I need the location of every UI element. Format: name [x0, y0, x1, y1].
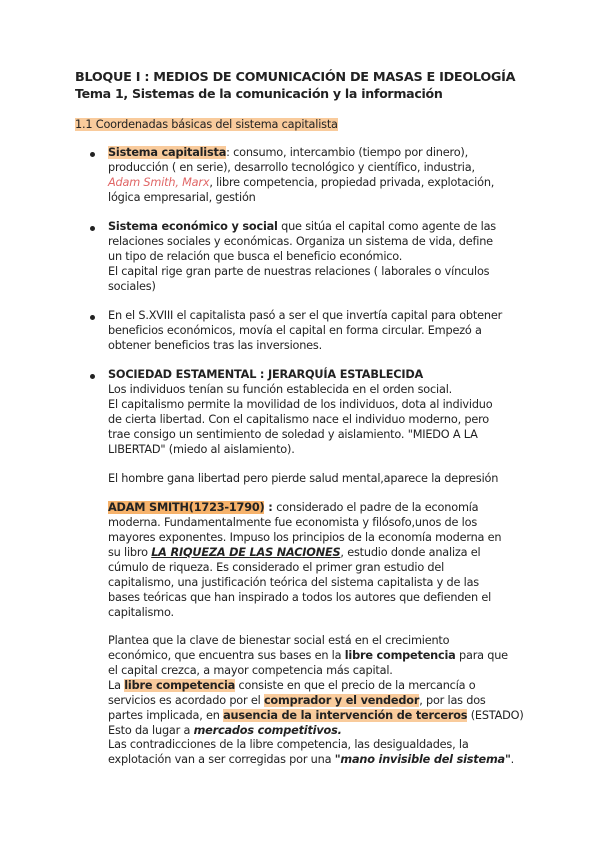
text-span: , por las dos: [419, 694, 486, 707]
smith-line: bases teóricas que han inspirado a todos los autores que defienden el: [108, 591, 492, 604]
text-span: Esto da lugar a: [108, 724, 194, 737]
term-highlight: comprador y el vendedor: [263, 694, 420, 707]
p2-line: [108, 648, 508, 663]
bullet-2-line: relaciones sociales y económicas. Organiza un sistema de vida, define: [108, 235, 493, 248]
bullet-2-line: sociales): [108, 280, 156, 293]
smith-name-highlight: ADAM SMITH(1723-1790): [108, 501, 265, 514]
page-subtitle: Tema 1, Sistemas de la comunicación y la información: [75, 86, 443, 101]
text-span: :: [264, 501, 277, 514]
text-span: La: [108, 679, 125, 692]
page-title: BLOQUE I : MEDIOS DE COMUNICACIÓN DE MASAS E IDEOLOGÍA: [75, 70, 516, 85]
text-span: .: [510, 753, 515, 766]
text-span: servicios es acordado por el: [108, 694, 264, 707]
p2-line: Plantea que la clave de bienestar social está en el crecimiento: [108, 634, 450, 647]
text-span: que sitúa el capital como agente de las: [277, 220, 496, 233]
p3-line: [108, 752, 514, 767]
smith-line: [108, 545, 480, 560]
book-title: LA RIQUEZA DE LAS NACIONES: [151, 546, 341, 559]
bullet-1-line: [108, 175, 494, 190]
bullet-1-line: [108, 145, 468, 160]
bullet-4-line: trae consigo un sentimiento de soledad y aislamiento. "MIEDO A LA: [108, 428, 478, 441]
bullet-3-line: En el S.XVIII el capitalista pasó a ser el que invertía capital para obtener: [108, 309, 503, 322]
smith-line: cúmulo de riqueza. Es considerado el primer gran estudio del: [108, 561, 445, 574]
authors-names: Adam Smith, Marx: [108, 176, 210, 189]
text-span: su libro: [108, 546, 152, 559]
bullet-3-line: beneficios económicos, movía el capital en forma circular. Empezó a: [108, 324, 482, 337]
bullet-2-line: El capital rige gran parte de nuestras relaciones ( laborales o vínculos: [108, 265, 490, 278]
bullet-1-line: lógica empresarial, gestión: [108, 191, 256, 204]
bullet-dot: [90, 226, 95, 231]
bullet-1-line: producción ( en serie), desarrollo tecnológico y científico, industria,: [108, 161, 475, 174]
bullet-dot: [90, 374, 95, 379]
smith-line: capitalismo, una justificación teórica del sistema capitalista y de las: [108, 576, 479, 589]
text-span: (ESTADO): [467, 709, 524, 722]
term-highlight: Sistema capitalista: [108, 146, 227, 159]
bullet-4-title: SOCIEDAD ESTAMENTAL : JERARQUÍA ESTABLECIDA: [108, 368, 424, 381]
p2-line: [108, 723, 342, 738]
p2-line: [108, 693, 486, 708]
bullet-4-line: de cierta libertad. Con el capitalismo nace el individuo moderno, pero: [108, 413, 489, 426]
smith-line: [108, 500, 478, 515]
section-heading: [75, 117, 338, 132]
bullet-2-line: [108, 219, 496, 234]
text-span: mercados competitivos.: [193, 724, 342, 737]
text-span: "mano invisible del sistema": [334, 753, 511, 766]
text-span: , libre competencia, propiedad privada, explotación,: [209, 176, 495, 189]
text-span: consiste en que el precio de la mercancía o: [235, 679, 476, 692]
term-highlight: libre competencia: [124, 679, 236, 692]
smith-line: mayores exponentes. Impuso los principios de la economía moderna en: [108, 531, 502, 544]
text-span: : consumo, intercambio (tiempo por dinero),: [226, 146, 469, 159]
bullet-dot: [90, 315, 95, 320]
text-span: explotación van a ser corregidas por una: [108, 753, 335, 766]
bullet-4-line: El capitalismo permite la movilidad de los individuos, dota al individuo: [108, 398, 493, 411]
term-highlight: ausencia de la intervención de terceros: [223, 709, 468, 722]
p2-line: [108, 708, 524, 723]
bullet-4-line: Los individuos tenían su función establecida en el orden social.: [108, 383, 453, 396]
p2-line: el capital crezca, a mayor competencia más capital.: [108, 664, 393, 677]
text-span: económico, que encuentra sus bases en la: [108, 649, 345, 662]
section-title: 1.1 Coordenadas básicas del sistema capitalista: [75, 118, 338, 131]
term-bold: Sistema económico y social: [108, 220, 278, 233]
text-span: , estudio donde analiza el: [340, 546, 481, 559]
text-span: libre competencia: [344, 649, 456, 662]
p3-line: Las contradicciones de la libre competencia, las desigualdades, la: [108, 738, 469, 751]
p2-line: [108, 678, 475, 693]
bullet-dot: [90, 152, 95, 157]
bullet-4-line: El hombre gana libertad pero pierde salud mental,aparece la depresión: [108, 472, 499, 485]
text-span: considerado el padre de la economía: [276, 501, 479, 514]
text-span: para que: [455, 649, 508, 662]
bullet-2-line: un tipo de relación que busca el beneficio económico.: [108, 250, 403, 263]
bullet-3-line: obtener beneficios tras las inversiones.: [108, 339, 323, 352]
smith-line: capitalismo.: [108, 606, 174, 619]
text-span: partes implicada, en: [108, 709, 224, 722]
bullet-4-line: LIBERTAD" (miedo al aislamiento).: [108, 443, 295, 456]
smith-line: moderna. Fundamentalmente fue economista y filósofo,unos de los: [108, 516, 478, 529]
